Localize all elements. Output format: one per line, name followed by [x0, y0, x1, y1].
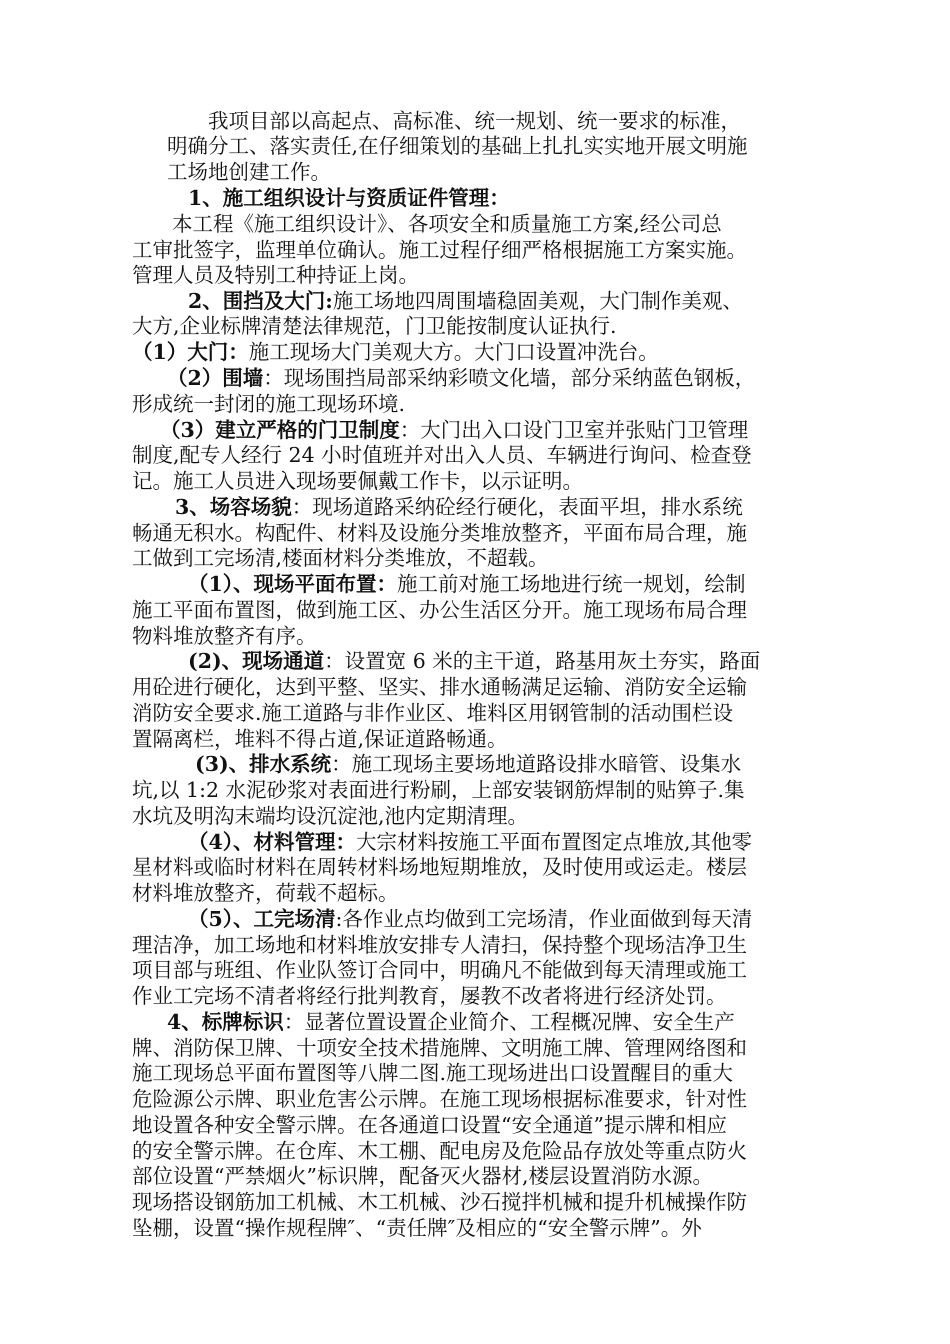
body-text: ：现场围挡局部采纳彩喷文化墙，部分采纳蓝色钢板，	[263, 366, 756, 390]
body-text: 施工平面布置图，做到施工区、办公生活区分开。施工现场布局合理	[132, 598, 747, 622]
body-text: 工场地创建工作。	[167, 160, 331, 184]
body-text: 坑,以 1:2 水泥砂浆对表面进行粉刷，上部安装钢筋焊制的贴箅子.集	[132, 778, 745, 802]
paragraph-line	[132, 238, 747, 263]
paragraph-line	[132, 701, 733, 726]
paragraph-line	[188, 830, 752, 855]
body-text: 地设置各种安全警示牌。在各通道口设置“安全通道”提示牌和相应	[132, 1113, 727, 1137]
body-text: 大方,企业标牌清楚法律规范，门卫能按制度认证执行.	[132, 314, 617, 338]
paragraph-line	[132, 392, 405, 417]
body-text: 星材料或临时材料在周转材料场地短期堆放，及时使用或运走。楼层	[132, 855, 747, 879]
heading-text: 2、围挡及大门:	[188, 289, 333, 313]
body-text: 施工场地四周围墙稳固美观，大门制作美观、	[332, 289, 743, 313]
paragraph-line	[132, 1139, 747, 1164]
body-text: ：设置宽 6 米的主干道，路基用灰土夯实，路面	[324, 649, 761, 673]
paragraph-line	[132, 727, 508, 752]
heading-text: （2）围墙	[167, 366, 264, 390]
body-text: 部位设置“严禁烟火”标识牌，配备灭火器材,楼层设置消防水源。	[132, 1164, 713, 1188]
paragraph-line	[132, 778, 745, 803]
body-text: 牌、消防保卫牌、十项安全技术措施牌、文明施工牌、管理网络图和	[132, 1036, 747, 1060]
body-text: 施工现场总平面布置图等八牌二图.施工现场进出口设置醒目的重大	[132, 1061, 734, 1085]
paragraph-line	[132, 855, 747, 880]
heading-text: （4）、材料管理：	[188, 830, 357, 854]
paragraph-line	[160, 418, 748, 443]
paragraph-line	[132, 314, 617, 339]
paragraph-line	[132, 443, 752, 468]
paragraph-line	[132, 521, 747, 546]
paragraph-line	[132, 1190, 747, 1215]
paragraph-line	[132, 1164, 713, 1189]
body-text: ：现场道路采纳砼经行硬化，表面平坦，排水系统	[291, 495, 743, 519]
body-text: 工审批签字，监理单位确认。施工过程仔细严格根据施工方案实施。	[132, 238, 747, 262]
body-text: ：显著位置设置企业简介、工程概况牌、安全生产	[283, 1010, 735, 1034]
paragraph-line	[175, 495, 743, 520]
body-text: 物料堆放整齐有序。	[132, 624, 317, 648]
paragraph-line	[208, 109, 741, 134]
heading-text: （1）大门：	[132, 340, 249, 364]
body-text: 水坑及明沟末端均设沉淀池,池内定期清理。	[132, 804, 529, 828]
body-text: 消防安全要求.施工道路与非作业区、堆料区用钢管制的活动围栏设	[132, 701, 734, 725]
paragraph-line	[167, 134, 748, 159]
body-text: 施工现场大门美观大方。大门口设置冲洗台。	[248, 340, 659, 364]
paragraph-line	[132, 340, 659, 365]
body-text: 制度,配专人经行 24 小时值班并对出入人员、车辆进行询问、检查登	[132, 443, 752, 467]
body-text: 管理人员及特别工种持证上岗。	[132, 263, 419, 287]
body-text: :各作业点均做到工完场清，作业面做到每天清	[335, 907, 753, 931]
body-text: 我项目部以高起点、高标准、统一规划、统一要求的标准，	[208, 109, 741, 133]
paragraph-line	[188, 907, 752, 932]
paragraph-line	[167, 160, 331, 185]
body-text: ：施工现场主要场地道路设排水暗管、设集水	[331, 752, 742, 776]
body-text: 危险源公示牌、职业危害公示牌。在施工现场根据标准要求，针对性	[132, 1087, 747, 1111]
paragraph-line	[132, 881, 399, 906]
body-text: 材料堆放整齐，荷载不超标。	[132, 881, 399, 905]
paragraph-line	[132, 1216, 702, 1241]
body-text: 作业工完场不清者将经行批判教育，屡教不改者将进行经济处罚。	[132, 984, 727, 1008]
body-text: 工做到工完场清,楼面材料分类堆放，不超载。	[132, 546, 549, 570]
paragraph-line	[188, 186, 510, 211]
body-text: 明确分工、落实责任,在仔细策划的基础上扎扎实实地开展文明施	[167, 134, 748, 158]
heading-text: 3、场容场貌	[175, 495, 292, 519]
paragraph-line	[132, 263, 419, 288]
body-text: 置隔离栏，堆料不得占道,保证道路畅通。	[132, 727, 508, 751]
paragraph-line	[132, 958, 747, 983]
body-text: 理洁净，加工场地和材料堆放安排专人清扫，保持整个现场洁净卫生	[132, 933, 747, 957]
heading-text: （3）建立严格的门卫制度	[160, 418, 400, 442]
body-text: 形成统一封闭的施工现场环境.	[132, 392, 406, 416]
heading-text: （5）、工完场清	[188, 907, 336, 931]
body-text: ：大门出入口设门卫室并张贴门卫管理	[399, 418, 749, 442]
paragraph-line	[132, 675, 747, 700]
body-text: 用砼进行硬化，达到平整、坚实、排水通畅满足运输、消防安全运输	[132, 675, 747, 699]
paragraph-line	[167, 366, 755, 391]
heading-text: 1、施工组织设计与资质证件管理：	[188, 186, 510, 210]
body-text: 大宗材料按施工平面布置图定点堆放,其他零	[356, 830, 753, 854]
paragraph-line	[132, 1087, 747, 1112]
body-text: 的安全警示牌。在仓库、木工棚、配电房及危险品存放处等重点防火	[132, 1139, 747, 1163]
paragraph-line	[195, 752, 741, 777]
heading-text: (3)、排水系统	[195, 752, 332, 776]
paragraph-line	[132, 804, 528, 829]
body-text: 现场搭设钢筋加工机械、木工机械、沙石搅拌机械和提升机械操作防	[132, 1190, 747, 1214]
body-text: 施工前对施工场地进行统一规划，绘制	[397, 572, 746, 596]
paragraph-line	[132, 469, 583, 494]
heading-text: (2)、现场通道	[188, 649, 325, 673]
paragraph-line	[132, 933, 747, 958]
body-text: 记。施工人员进入现场要佩戴工作卡，以示证明。	[132, 469, 583, 493]
paragraph-line	[132, 984, 727, 1009]
paragraph-line	[132, 624, 317, 649]
paragraph-line	[132, 1061, 733, 1086]
heading-text: （1）、现场平面布置：	[188, 572, 398, 596]
paragraph-line	[188, 289, 743, 314]
body-text: 项目部与班组、作业队签订合同中，明确凡不能做到每天清理或施工	[132, 958, 747, 982]
paragraph-line	[167, 1010, 735, 1035]
paragraph-line	[188, 572, 746, 597]
body-text: 本工程《施工组织设计》、各项安全和质量施工方案,经公司总	[172, 212, 722, 236]
paragraph-line	[132, 546, 549, 571]
paragraph-line	[132, 1113, 727, 1138]
body-text: 畅通无积水。构配件、材料及设施分类堆放整齐，平面布局合理，施	[132, 521, 747, 545]
paragraph-line	[132, 1036, 747, 1061]
body-text: 坠棚，设置“操作规程牌″、“责任牌″及相应的“安全警示牌”。外	[132, 1216, 702, 1240]
heading-text: 4、标牌标识	[167, 1010, 284, 1034]
paragraph-line	[172, 212, 722, 237]
paragraph-line	[132, 598, 747, 623]
paragraph-line	[188, 649, 760, 674]
